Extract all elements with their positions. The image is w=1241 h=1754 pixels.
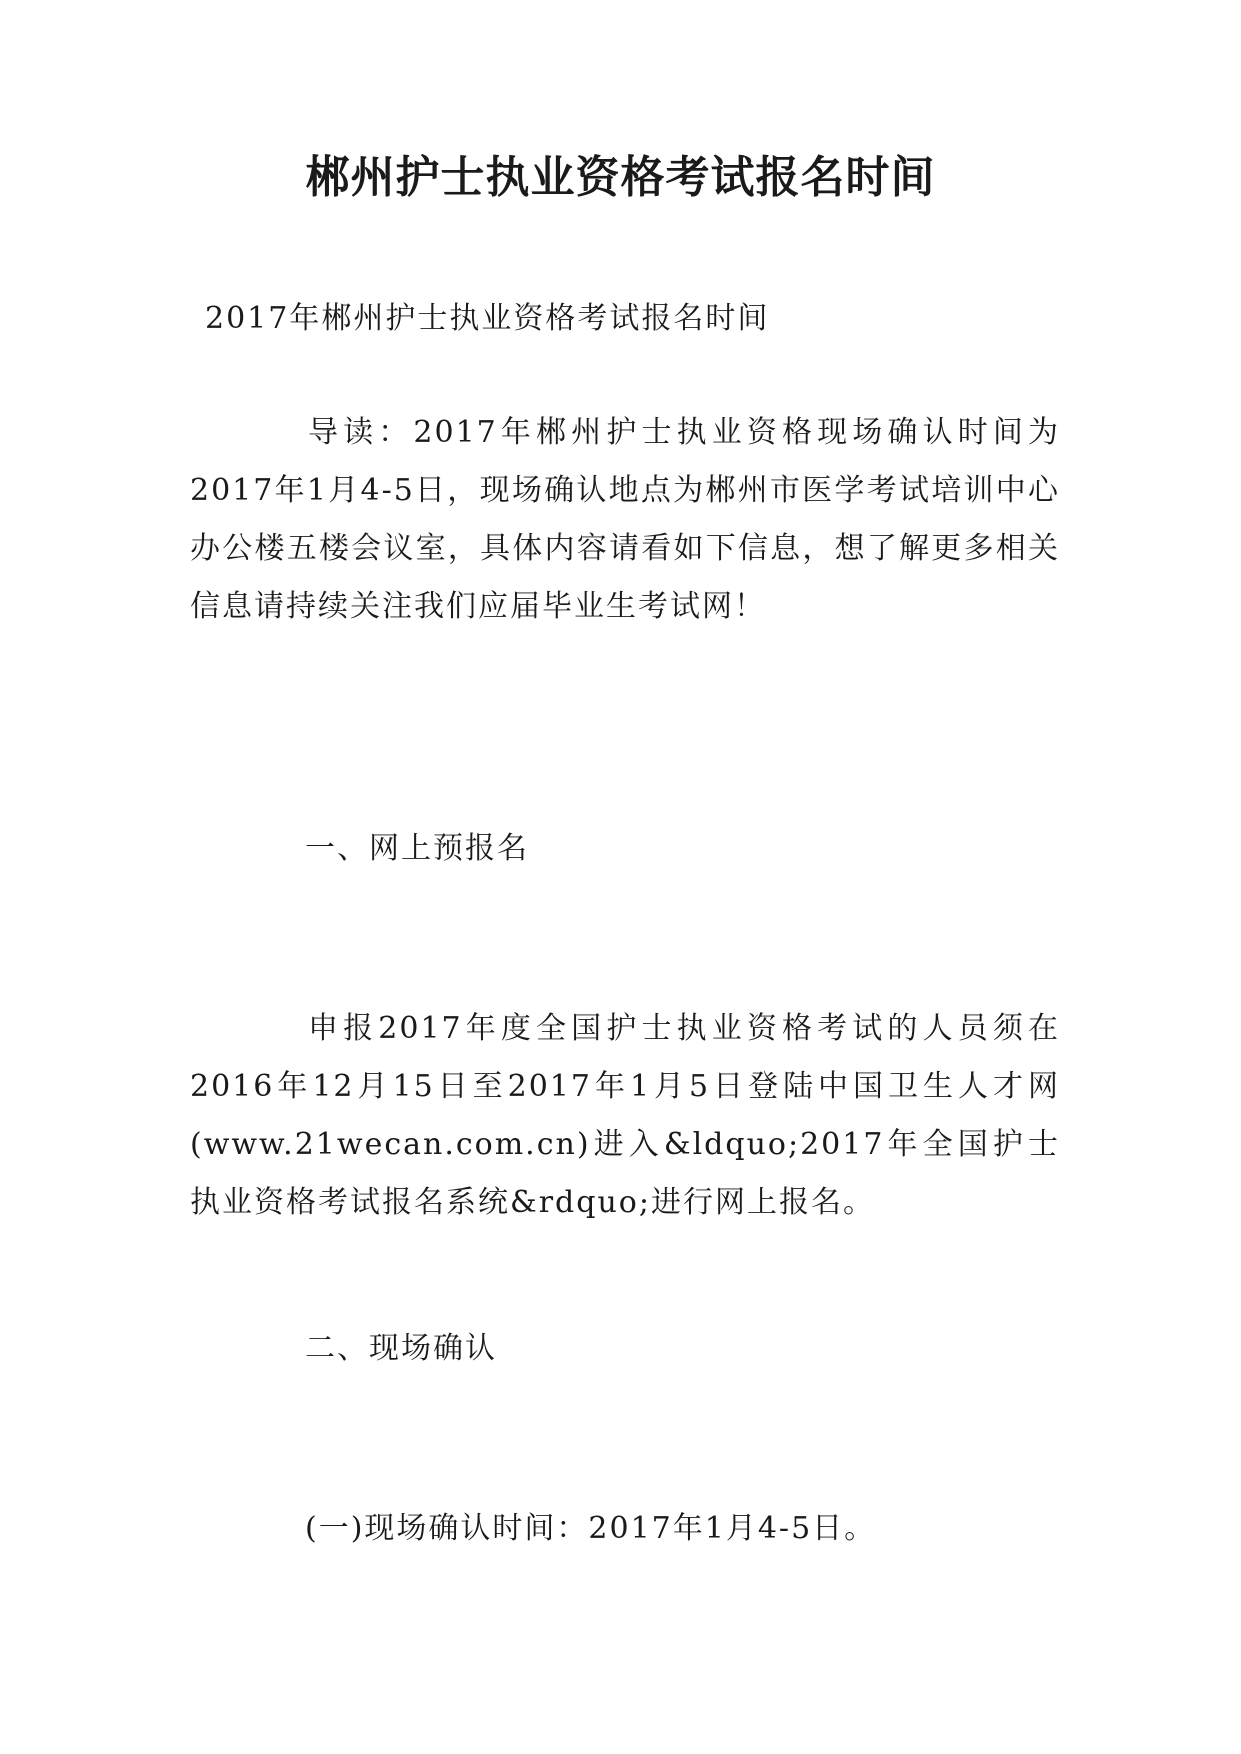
document-title: 郴州护士执业资格考试报名时间: [305, 152, 936, 203]
intro-paragraph: 导读：2017年郴州护士执业资格现场确认时间为2017年1月4-5日，现场确认地点为郴州市医学考试培训中心办公楼五楼会议室，具体内容请看如下信息，想了解更多相关信息请持续关注我们应届毕业生考试网！: [190, 415, 1060, 624]
onsite-confirmation-time: (一)现场确认时间：2017年1月4-5日。: [305, 1511, 877, 1546]
section-heading-online-registration: 一、网上预报名: [305, 831, 529, 866]
online-registration-paragraph: 申报2017年度全国护士执业资格考试的人员须在2016年12月15日至2017年1月5日登陆中国卫生人才网(www.21wecan.com.cn)进入&ldquo;2017年全国护士执业资格考试报名系统&rdquo;进行网上报名。: [190, 1011, 1060, 1220]
document-subtitle: 2017年郴州护士执业资格考试报名时间: [205, 301, 770, 336]
section-heading-onsite-confirmation: 二、现场确认: [305, 1331, 497, 1366]
